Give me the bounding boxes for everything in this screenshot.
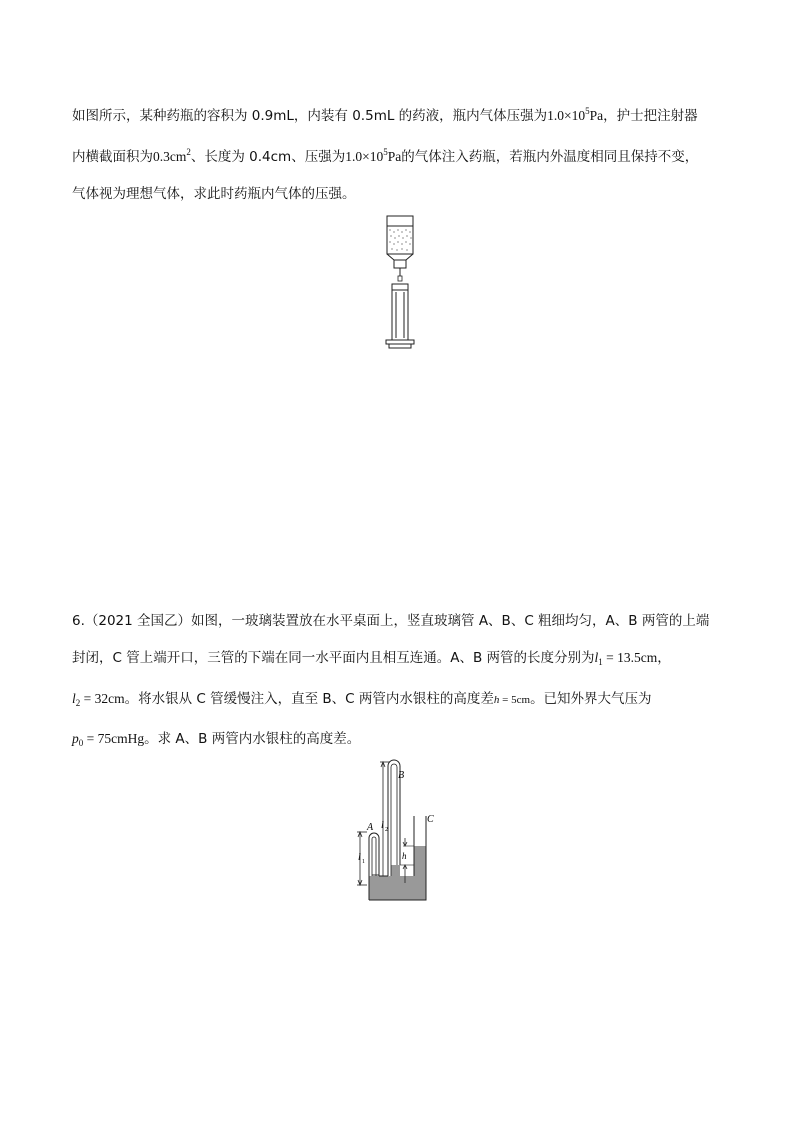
text-run: ， [657, 650, 671, 666]
text-run: 。求 A、B 两管内水银柱的高度差。 [144, 731, 361, 747]
problem6-line3 [72, 689, 652, 710]
problem6-line2 [72, 648, 671, 668]
problem6-line4 [72, 729, 360, 749]
label-l1-sub: 1 [362, 859, 365, 865]
vial-syringe-figure [380, 214, 420, 358]
problem5-line1 [72, 106, 698, 126]
text-run: 如图所示，某种药瓶的容积为 0.9mL，内装有 0.5mL 的药液，瓶内气体压强为 [72, 108, 548, 124]
text-run: 内横截面积为 [72, 149, 153, 165]
problem6-line1 [72, 611, 709, 631]
pressure-value: $1.0\times 10^5Pa$ [345, 147, 402, 164]
tubes-figure [350, 758, 450, 912]
l1-equation: $l_1 = 13.5cm$ [594, 650, 658, 667]
pressure-value: $1.0\times 10^5Pa$ [547, 106, 604, 123]
text-run: 、长度为 0.4cm、压强为 [190, 149, 346, 165]
text-run: 气体视为理想气体，求此时药瓶内气体的压强。 [72, 186, 356, 202]
text-run: 封闭，C 管上端开口，三管的下端在同一水平面内且相互连通。A、B 两管的长度分别为 [72, 650, 595, 666]
text-run: 。已知外界大气压为 [530, 691, 652, 707]
label-C: C [427, 814, 434, 825]
text-run: 6.（2021 全国乙）如图，一玻璃装置放在水平桌面上，竖直玻璃管 A、B、C 粗细均匀，A、B 两管的上端 [72, 613, 710, 629]
text-run: ，护士把注射器 [603, 108, 698, 124]
problem5-line2 [72, 147, 698, 167]
area-value: $0.3cm^2$ [153, 147, 191, 164]
l2-equation: $l_2 = 32cm$ [72, 691, 125, 708]
label-h: h [402, 851, 407, 861]
text-run: 。将水银从 C 管缓慢注入，直至 B、C 两管内水银柱的高度差 [124, 691, 494, 707]
label-A: A [367, 822, 374, 833]
label-B: B [398, 770, 405, 781]
label-l2: l [381, 820, 384, 831]
problem5-line3 [72, 184, 356, 204]
text-run: 的气体注入药瓶，若瓶内外温度相同且保持不变， [401, 149, 699, 165]
label-l1: l [358, 852, 361, 863]
p0-equation: $p_0$ = 75cmHg [72, 731, 145, 748]
label-l2-sub: 2 [385, 827, 388, 833]
h-equation: h = 5cm [493, 694, 531, 706]
